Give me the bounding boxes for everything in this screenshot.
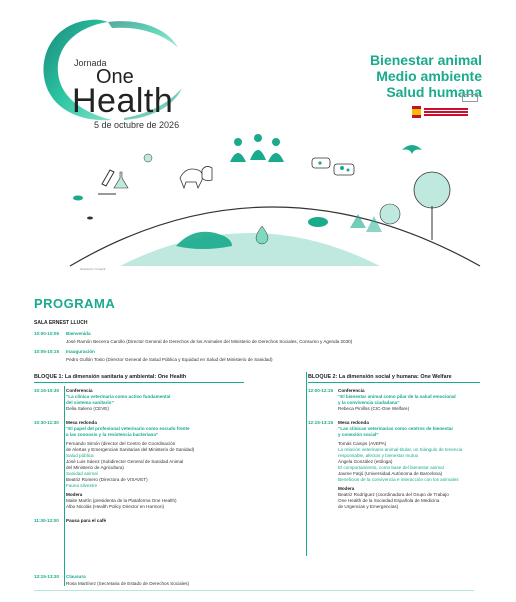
agenda-line: Jaume Fatjó (Universidad Autónoma de Barcelona)	[338, 471, 443, 476]
tagline-line: Medio ambiente	[376, 68, 482, 84]
agenda-line: Albo Nicolás (Health Policy Director en Harmon)	[66, 504, 165, 509]
block2-title: BLOQUE 2: La dimensión social y humana: One Welfare	[308, 374, 452, 380]
tagline-line: Salud humana	[386, 84, 482, 100]
illustration-credit: Ilustración: Freepik	[80, 267, 106, 271]
agenda-time: 10:15-10:30	[34, 388, 60, 393]
whale-icon	[176, 232, 232, 249]
virus-icon	[144, 154, 152, 162]
agenda-line: Maite Martín (presidenta de la Plataforma One Health)	[66, 498, 177, 503]
microscope-icon	[98, 170, 116, 194]
tagline	[370, 52, 482, 100]
agenda-line: Delia Saleno (CEVE)	[66, 406, 109, 411]
agenda-time: 12:15-13:15	[308, 420, 334, 425]
agenda-line: y conexión social”	[338, 432, 379, 437]
logo-health: Health	[72, 82, 174, 120]
person-icon	[254, 134, 262, 142]
agenda-details	[66, 518, 266, 524]
person-icon	[272, 138, 280, 146]
block2-divider	[308, 382, 480, 383]
agenda-line: y la convivencia ciudadana”	[338, 400, 400, 405]
ministry-seal-icon	[462, 94, 478, 102]
agenda-time: 13:15-13:30	[34, 574, 60, 579]
agenda-details	[308, 420, 508, 510]
agenda-line: Conferencia	[66, 388, 93, 393]
bottom-divider	[34, 590, 474, 591]
tree-icon	[414, 172, 450, 208]
event-date: 5 de octubre de 2026	[94, 120, 180, 130]
agenda-title: Inauguración	[66, 349, 95, 354]
block1-title: BLOQUE 1: La dimensión sanitaria y ambiental: One Health	[34, 374, 187, 380]
agenda-line: Ángela González (etóloga)	[338, 459, 393, 464]
water-drop-icon	[256, 226, 268, 244]
agenda-line: Rebeca Pinillos (CIC-One Welfare)	[338, 406, 410, 411]
agenda-line: José Luis Sáenz (Subdirector General de Sanidad Animal	[66, 459, 184, 464]
agenda-text: José Ramón Becerra Carollo (Director General de Derechos de los Animales del Ministerio de Derechos Sociales, Consumo y Agenda 2030)	[66, 339, 353, 344]
agenda-title: Bienvenida	[66, 331, 91, 336]
agenda-line: La relación veterinario-animal-titular, un triángulo de tenencia	[338, 447, 463, 452]
agenda-line: Fernando Simón (director del Centro de Coordinación	[66, 441, 176, 446]
agenda-line: Mesa redonda	[66, 420, 97, 425]
agenda-line: a las zoonosis y la resistencia bacteriana”	[66, 432, 159, 437]
agenda-details	[66, 388, 266, 412]
agenda-line: Beatriz Romero (Directora de VISAVET)	[66, 477, 148, 482]
block1-divider	[34, 382, 244, 383]
event-logo	[28, 14, 228, 130]
agenda-line: Modera	[338, 486, 355, 491]
dog-icon	[180, 169, 203, 188]
agenda-text: Pedro Gullón Tosio (Director General de Salud Pública y Equidad en Salud del Ministerio de Sanidad)	[66, 357, 273, 362]
timeline-line	[64, 386, 65, 586]
agenda-time: 10:00-10:05	[34, 331, 60, 336]
agenda-line: El comportamiento, como base del bienestar animal	[338, 465, 444, 470]
bird-icon	[402, 145, 422, 154]
agenda-line: Sanidad animal	[66, 471, 98, 476]
cat-icon	[202, 166, 212, 180]
person-icon	[234, 138, 242, 146]
agenda-time: 10:30-11:30	[34, 420, 59, 425]
agenda-line: “El bienestar animal como pilar de la salud emocional	[338, 394, 456, 399]
agenda-line: “Las clínicas veterinarias como centros de bienestar	[338, 426, 454, 431]
turtle-icon	[308, 217, 328, 227]
bacteria-icon	[73, 196, 83, 201]
ministry-name-mark	[424, 108, 468, 110]
agenda-text: Rosa Martínez (Secretaria de Estado de Derechos Sociales)	[66, 581, 190, 586]
agenda-line: “El papel del profesional veterinario como escudo frente	[66, 426, 190, 431]
agenda-line: Tomás Camps (AVEPA)	[338, 441, 387, 446]
room-name: SALA ERNEST LLUCH	[34, 320, 88, 326]
agenda-details	[66, 420, 266, 510]
programa-heading: PROGRAMA	[34, 296, 116, 311]
agenda-line: One Health de la Sociedad Española de Medicina	[338, 498, 440, 503]
agenda-title: Clausura	[66, 574, 86, 579]
spain-flag-icon	[412, 106, 421, 118]
agenda-line: responsable, afectos y bienestar mutuo	[338, 453, 419, 458]
agenda-line: Fauna silvestre	[66, 483, 98, 488]
agenda-time: 12:00-12:15	[308, 388, 334, 393]
agenda-details	[308, 388, 508, 412]
tree-icon	[380, 204, 400, 224]
one-health-illustration	[50, 128, 490, 268]
logo-one: One	[96, 66, 134, 88]
agenda-line: Modera	[66, 492, 83, 497]
agenda-line: Conferencia	[338, 388, 365, 393]
agenda-time: 11:30-12:00	[34, 518, 59, 523]
tagline-line: Bienestar animal	[369, 52, 482, 68]
timeline-line	[306, 372, 307, 556]
agenda-line: Pausa para el café	[66, 518, 107, 523]
agenda-line: Beneficios de la convivencia e interacción con los animales	[338, 477, 459, 482]
bacteria-icon	[87, 217, 93, 220]
flask-icon	[114, 172, 128, 188]
government-logo	[412, 104, 474, 120]
agenda-line: del Ministerio de Agricultura)	[66, 465, 124, 470]
logo-jornada: Jornada	[74, 58, 107, 68]
agenda-line: de Urgencias y Emergencias)	[338, 504, 399, 509]
agenda-line: “La clínica veterinaria como activo fundamental	[66, 394, 171, 399]
cow-icon	[334, 164, 354, 175]
agenda-line: Beatriz Rodríguez (coordinadora del Grupo de Trabajo	[338, 492, 449, 497]
agenda-line: Salud pública	[66, 453, 94, 458]
illustration-svg	[50, 128, 490, 268]
agenda-time: 10:05-10:15	[34, 349, 60, 354]
agenda-line: Mesa redonda	[338, 420, 369, 425]
agenda-line: del sistema sanitario”	[66, 400, 114, 405]
agenda-line: de Alertas y Emergencias Sanitarias del Ministerio de Sanidad)	[66, 447, 195, 452]
